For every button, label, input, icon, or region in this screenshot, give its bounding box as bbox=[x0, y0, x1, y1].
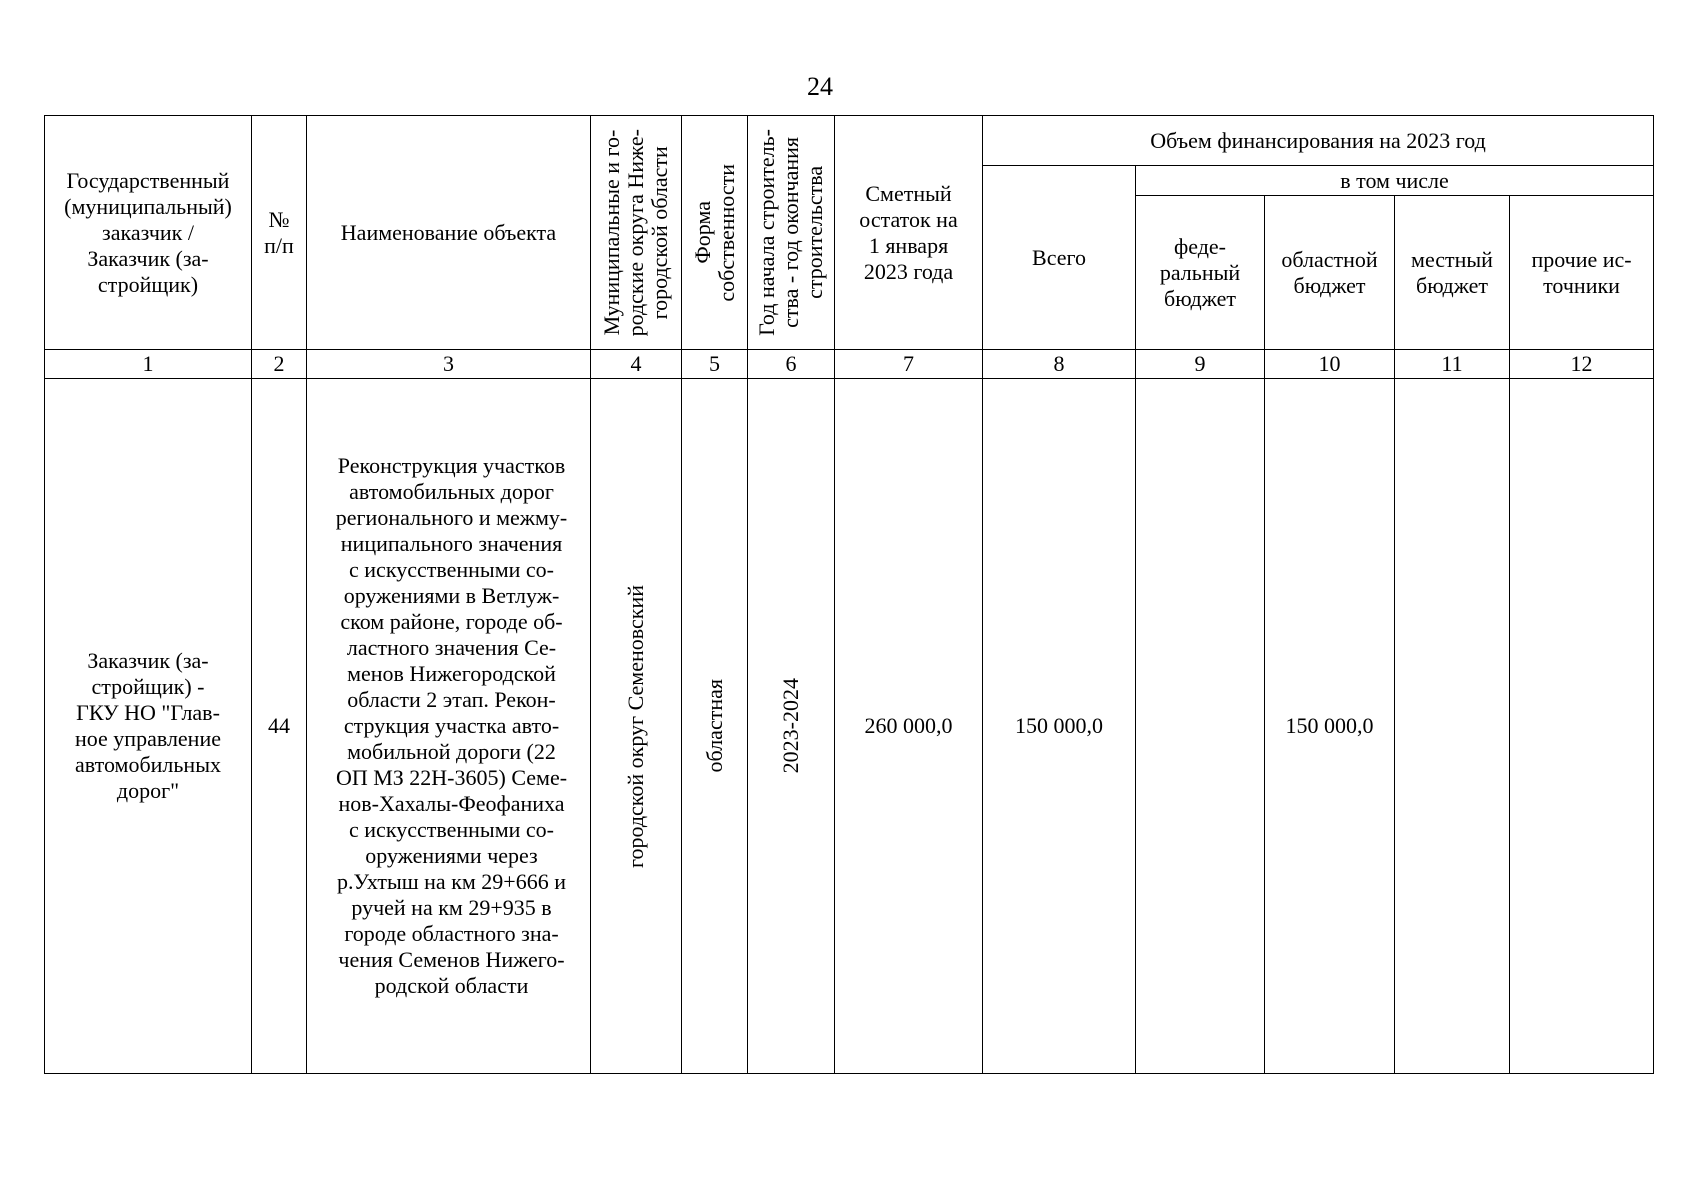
header-years-text: Год начала строитель- ства - год окончания строительства bbox=[754, 129, 827, 336]
cell-years-text: 2023-2024 bbox=[778, 678, 803, 774]
cell-municipality bbox=[591, 379, 682, 1074]
cell-other bbox=[1510, 379, 1654, 1074]
cell-customer: Заказчик (за- стройщик) - ГКУ НО "Глав- ное управление автомобильных дорог" bbox=[45, 379, 252, 1074]
column-number: 1 bbox=[45, 350, 252, 379]
cell-ownership-text: областная bbox=[701, 679, 727, 773]
column-number: 9 bbox=[1136, 350, 1265, 379]
cell-municipality-text: городской округ Семеновский bbox=[623, 584, 648, 868]
header-years bbox=[748, 116, 835, 350]
column-number: 8 bbox=[983, 350, 1136, 379]
header-estimate-balance: Сметный остаток на 1 января 2023 года bbox=[835, 116, 983, 350]
column-number-row bbox=[45, 350, 1654, 379]
cell-years bbox=[748, 379, 835, 1074]
cell-ownership bbox=[682, 379, 748, 1074]
cell-estimate-balance: 260 000,0 bbox=[835, 379, 983, 1074]
header-regional: областной бюджет bbox=[1265, 196, 1395, 350]
column-number: 11 bbox=[1395, 350, 1510, 379]
cell-regional: 150 000,0 bbox=[1265, 379, 1395, 1074]
cell-local bbox=[1395, 379, 1510, 1074]
column-number: 6 bbox=[748, 350, 835, 379]
header-other: прочие ис- точники bbox=[1510, 196, 1654, 350]
header-including: в том числе bbox=[1136, 166, 1654, 196]
column-number: 5 bbox=[682, 350, 748, 379]
column-number: 10 bbox=[1265, 350, 1395, 379]
financing-table bbox=[44, 115, 1654, 1074]
column-number: 12 bbox=[1510, 350, 1654, 379]
column-number: 7 bbox=[835, 350, 983, 379]
header-total: Всего bbox=[983, 166, 1136, 350]
cell-object-name: Реконструкция участков автомобильных дорог регионального и межму- ниципального значения с искусственными со- оружениями в Ветлуж- ском районе, городе об- ластного значения Се- менов Нижегородской области 2 этап. Рекон- струкция участка авто- мобильной дороги (22 ОП МЗ 22Н-3605) Семе- нов-Хахалы-Феофаниха с искусственными со- оружениями через р.Ухтыш на км 29+666 и ручей на км 29+935 в городе областного зна- чения Семенов Нижего- родской области bbox=[307, 379, 591, 1074]
header-municipality bbox=[591, 116, 682, 350]
header-ownership-text: Форма собственности bbox=[689, 163, 739, 302]
column-number: 3 bbox=[307, 350, 591, 379]
header-federal: феде- ральный бюджет bbox=[1136, 196, 1265, 350]
header-number: № п/п bbox=[252, 116, 307, 350]
header-ownership bbox=[682, 116, 748, 350]
header-local: местный бюджет bbox=[1395, 196, 1510, 350]
header-municipality-text: Муниципальные и го- родские округа Ниже- городской области bbox=[599, 128, 672, 337]
cell-federal bbox=[1136, 379, 1265, 1074]
header-object-name: Наименование объекта bbox=[307, 116, 591, 350]
column-number: 2 bbox=[252, 350, 307, 379]
page-number: 24 bbox=[807, 72, 833, 101]
header-financing-group: Объем финансирования на 2023 год bbox=[983, 116, 1654, 166]
table-row bbox=[45, 379, 1654, 1074]
cell-number: 44 bbox=[252, 379, 307, 1074]
header-customer: Государственный (муниципальный) заказчик / Заказчик (за- стройщик) bbox=[45, 116, 252, 350]
column-number: 4 bbox=[591, 350, 682, 379]
header-row-1 bbox=[45, 116, 1654, 166]
cell-total: 150 000,0 bbox=[983, 379, 1136, 1074]
